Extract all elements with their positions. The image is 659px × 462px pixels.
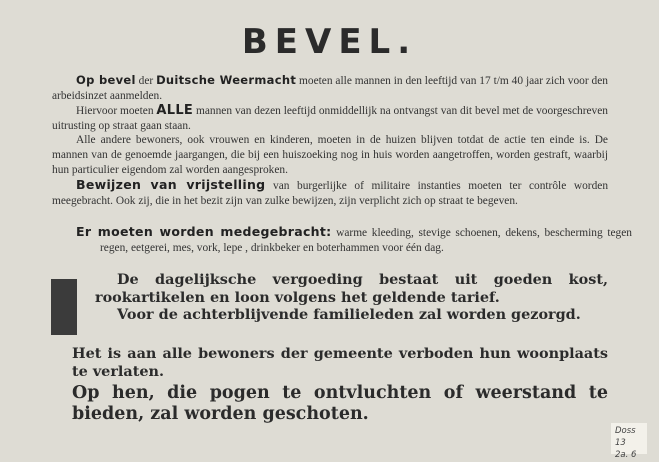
statement-warning: Op hen, die pogen te ontvluchten of weerstand te bieden, zal worden geschoten. bbox=[72, 383, 608, 424]
archive-stamp-line2: 2a. 6 bbox=[615, 450, 637, 460]
all-emphasis: ALLE bbox=[156, 103, 194, 118]
archive-stamp bbox=[611, 423, 647, 460]
exemption-text: van burgerlijke of militaire instanties moeten ter contrôle worden meegebracht. Ook zij, die in het bezit zijn van zulke bewijzen, zijn verplicht zich op straat te begeven. bbox=[52, 180, 609, 207]
statement-families: Voor de achterblijvende familieleden zal worden gezorgd. bbox=[117, 306, 581, 323]
exemption-lead: Bewijzen van vrijstelling bbox=[76, 177, 266, 192]
paragraph-all-men bbox=[52, 103, 608, 134]
poster-title: BEVEL. bbox=[241, 22, 418, 62]
paragraph-equipment bbox=[76, 224, 632, 256]
all-men-text: mannen van dezen leeftijd onmiddellijk na ontvangst van dit bevel met de voorgeschreven uitrusting op straat gaan staan. bbox=[52, 105, 608, 132]
archive-stamp-line1: Doss 13 bbox=[615, 426, 636, 448]
statement-prohibition: Het is aan alle bewoners der gemeente verboden hun woonplaats te verlaten. bbox=[72, 345, 608, 380]
paragraph-residents: Alle andere bewoners, ook vrouwen en kinderen, moeten in de huizen blijven totdat de actie ten einde is. De mannen van de genoemde jaargangen, die bij een huiszoeking nog in huis worden aangetroffen, worden gestraft, waarbij hun particulier eigendom zal worden aangesproken. bbox=[52, 134, 608, 176]
wehrmacht-name: Duitsche Weermacht bbox=[156, 73, 297, 87]
order-lead: Op bevel bbox=[76, 73, 136, 87]
statement-compensation: De dagelijksche vergoeding bestaat uit goeden kost, rookartikelen en loon volgens het geldende tarief. bbox=[95, 271, 608, 306]
decorative-black-bar bbox=[51, 279, 77, 335]
all-men-pre: Hiervoor moeten bbox=[76, 105, 157, 117]
order-connector: der bbox=[135, 75, 157, 87]
paragraph-exemption bbox=[52, 177, 608, 209]
equipment-lead: Er moeten worden medegebracht: bbox=[76, 224, 332, 239]
order-text: moeten alle mannen in den leeftijd van 17 t/m 40 jaar zich voor den arbeidsinzet aanmelden. bbox=[52, 75, 608, 102]
paragraph-order bbox=[52, 73, 608, 104]
equipment-text: warme kleeding, stevige schoenen, dekens, bescherming tegen regen, eetgerei, mes, vork, lepe , drinkbeker en boterhammen voor één dag. bbox=[100, 227, 632, 254]
